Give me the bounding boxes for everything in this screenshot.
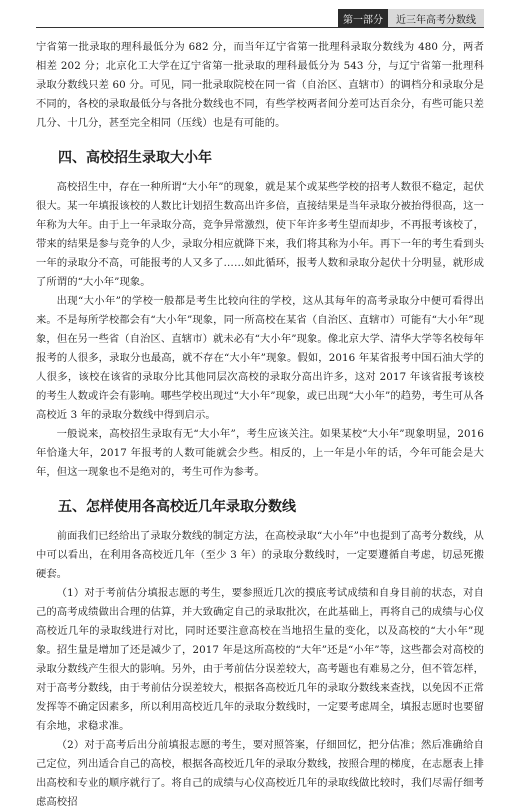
section-4-paragraph: 一般说来，高校招生录取有无“大小年”，考生应该关注。如果某校“大小年”现象明显，2016 年恰逢大年，2017 年报考的人数可能就会少些。相反的，上一年是小年的话，今年可能会是大年，但这一现象也不是绝对的，考生可作为参考。 bbox=[36, 428, 484, 478]
chapter-tab bbox=[338, 9, 484, 27]
section-5-paragraph: 前面我们已经给出了录取分数线的制定方法，在高校录取“大小年”中也提到了高考分数线，从中可以看出，在利用各高校近几年（至少 3 年）的录取分数线时，一定要遵循自考虑，切忌死搬硬套。 bbox=[36, 530, 484, 580]
section-5-heading: 五、怎样使用各高校近几年录取分数线 bbox=[58, 499, 296, 515]
section-5-paragraph: （2）对于高考后出分前填报志愿的考生，要对照答案，仔细回忆，把分估准；然后准确给自己定位，列出适合自己的高校，根据各高校近几年的录取分数线，按照合理的梯度，在志愿表上排出高校和专业的顺序就行了。将自己的成绩与心仪高校近几年的录取线做比较时，我们尽需仔细考虑高校招 bbox=[36, 739, 484, 808]
section-5-paragraph: （1）对于考前估分填报志愿的考生，要参照近几次的摸底考试成绩和自身目前的状态，对自己的高考成绩做出合理的估算，并大致确定自己的录取批次，在此基础上，再将自己的成绩与心仪高校近几年的录取线进行对比，同时还要注意高校在当地招生量的变化，以及高校的“大小年”现象。招生量是增加了还是减少了，2017 年是这所高校的“大年”还是“小年”等，这些都会对高校的录取分数线产生很大的影响。另外，由于考前估分误差较大，高考题也有难易之分，但不管怎样，对于高考分数线，由于考前估分误差较大，根据各高校近几年的录取分数线来查找，以免因不正常发挥等不确定因素多，所以利用高校近几年的录取分数线时，一定要考虑周全，填报志愿时也要留有余地，求稳求准。 bbox=[36, 587, 484, 732]
page-header bbox=[36, 9, 484, 28]
chapter-title: 近三年高考分数线 bbox=[388, 9, 484, 27]
document-body bbox=[36, 38, 484, 812]
intro-paragraph: 宁省第一批录取的理科最低分为 682 分，而当年辽宁省第一批理科录取分数线为 480 分，两者相差 202 分；北京化工大学在辽宁省第一批录取的理科最低分为 543 分，与辽宁省第一批理科录取分数线只差 60 分。可见，同一批录取院校在同一省（自治区、直辖市）的调档分和录取分是不同的，各校的录取最低分与各批分数线也不同，有些学校两者间分差可达百余分，有些可能只差几分、十几分，甚至完全相同（压线）也是有可能的。 bbox=[36, 41, 484, 129]
part-label: 第一部分 bbox=[338, 9, 388, 27]
section-4-paragraph: 高校招生中，存在一种所谓“大小年”的现象，就是某个或某些学校的招考人数很不稳定，起伏很大。某一年填报该校的人数比计划招生数高出许多倍，直接结果是当年录取分被抬得很高，这一年称为大年。由于上一年录取分高，竞争异常激烈，使下年许多考生望而却步，不再报考该校了，带来的结果是参与竞争的人少，录取分相应就降下来，我们将其称为小年。再下一年的考生看到头一年的录取分不高，可能报考的人又多了……如此循环，报考人数和录取分起伏十分明显，就形成了所谓的“大小年”现象。 bbox=[36, 181, 484, 288]
section-4-paragraph: 出现“大小年”的学校一般都是考生比较向往的学校，这从其每年的高考录取分中便可看得出来。不是每所学校都会有“大小年”现象，同一所高校在某省（自治区、直辖市）可能有“大小年”现象，但在另一些省（自治区、直辖市）就未必有“大小年”现象。像北京大学、清华大学等名校每年报考的人很多，录取分也最高，就不存在“大小年”现象。假如，2016 年某省报考中国石油大学的人很多，该校在该省的录取分比其他同层次高校的录取分高出许多，这对 2017 年该省报考该校的考生人数或许会有影响。哪些学校出现过“大小年”现象，或已出现“大小年”的趋势，考生可从各高校近 3 年的录取分数线中得到启示。 bbox=[36, 295, 484, 421]
section-4-heading: 四、高校招生录取大小年 bbox=[58, 150, 212, 166]
